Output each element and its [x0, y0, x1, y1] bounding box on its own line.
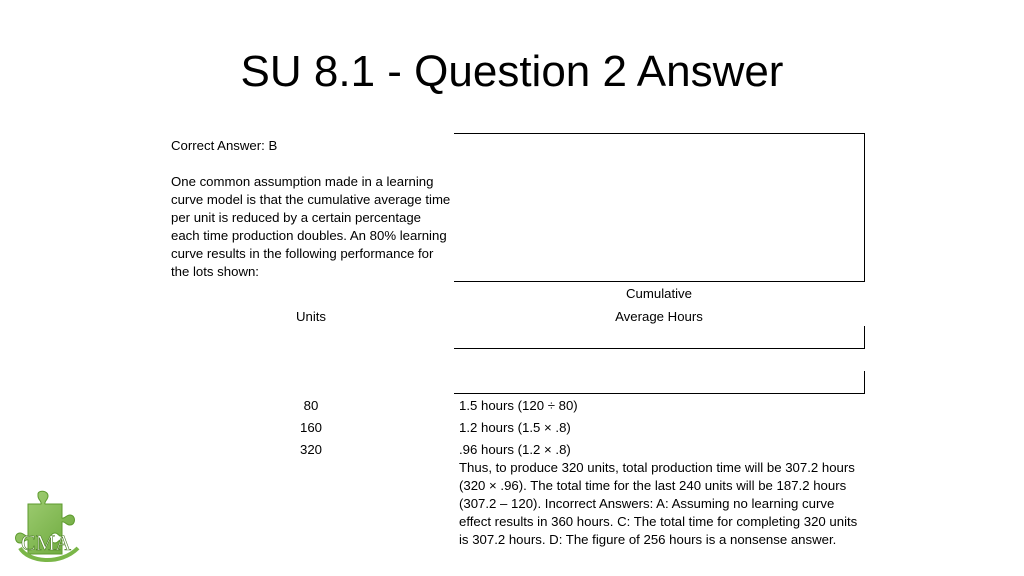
spacer: [171, 155, 453, 173]
table-cell-hours: 1.2 hours (1.5 × .8): [459, 420, 571, 435]
explanation-text: Thus, to produce 320 units, total production time will be 307.2 hours (320 × .96). The total time for the last 240 units will be 187.2 hours (307.2 – 120). Incorrect Answers: A: Assuming no learning curve effect results in 360 hours. C: The total time for completing 320 units is 307.2 hours. D: The figure of 256 hours is a nonsense answer.: [459, 460, 858, 547]
table-cell-hours: .96 hours (1.2 × .8): [459, 442, 571, 457]
header-average-hours: Average Hours: [615, 309, 703, 324]
header-cumulative: Cumulative: [626, 286, 692, 301]
header-units: Units: [295, 309, 327, 324]
table-frame-top: [454, 133, 865, 282]
slide-title: SU 8.1 - Question 2 Answer: [240, 47, 784, 96]
table-cell-hours: 1.5 hours (120 ÷ 80): [459, 398, 578, 413]
table-cell-units: 80: [303, 398, 319, 413]
table-cell-units: 160: [299, 420, 322, 435]
table-rule-2: [454, 371, 865, 394]
table-rule-1: [454, 326, 865, 349]
intro-block: [171, 137, 453, 281]
intro-text: One common assumption made in a learning curve model is that the cumulative average time per unit is reduced by a certain percentage each time production doubles. An 80% learning curve results in the following performance for the lots shown:: [171, 174, 451, 279]
logo-text: CMA: [20, 530, 72, 555]
cma-logo: [8, 488, 90, 570]
table-cell-units: 320: [299, 442, 322, 457]
correct-answer-label: Correct Answer: B: [171, 138, 278, 153]
